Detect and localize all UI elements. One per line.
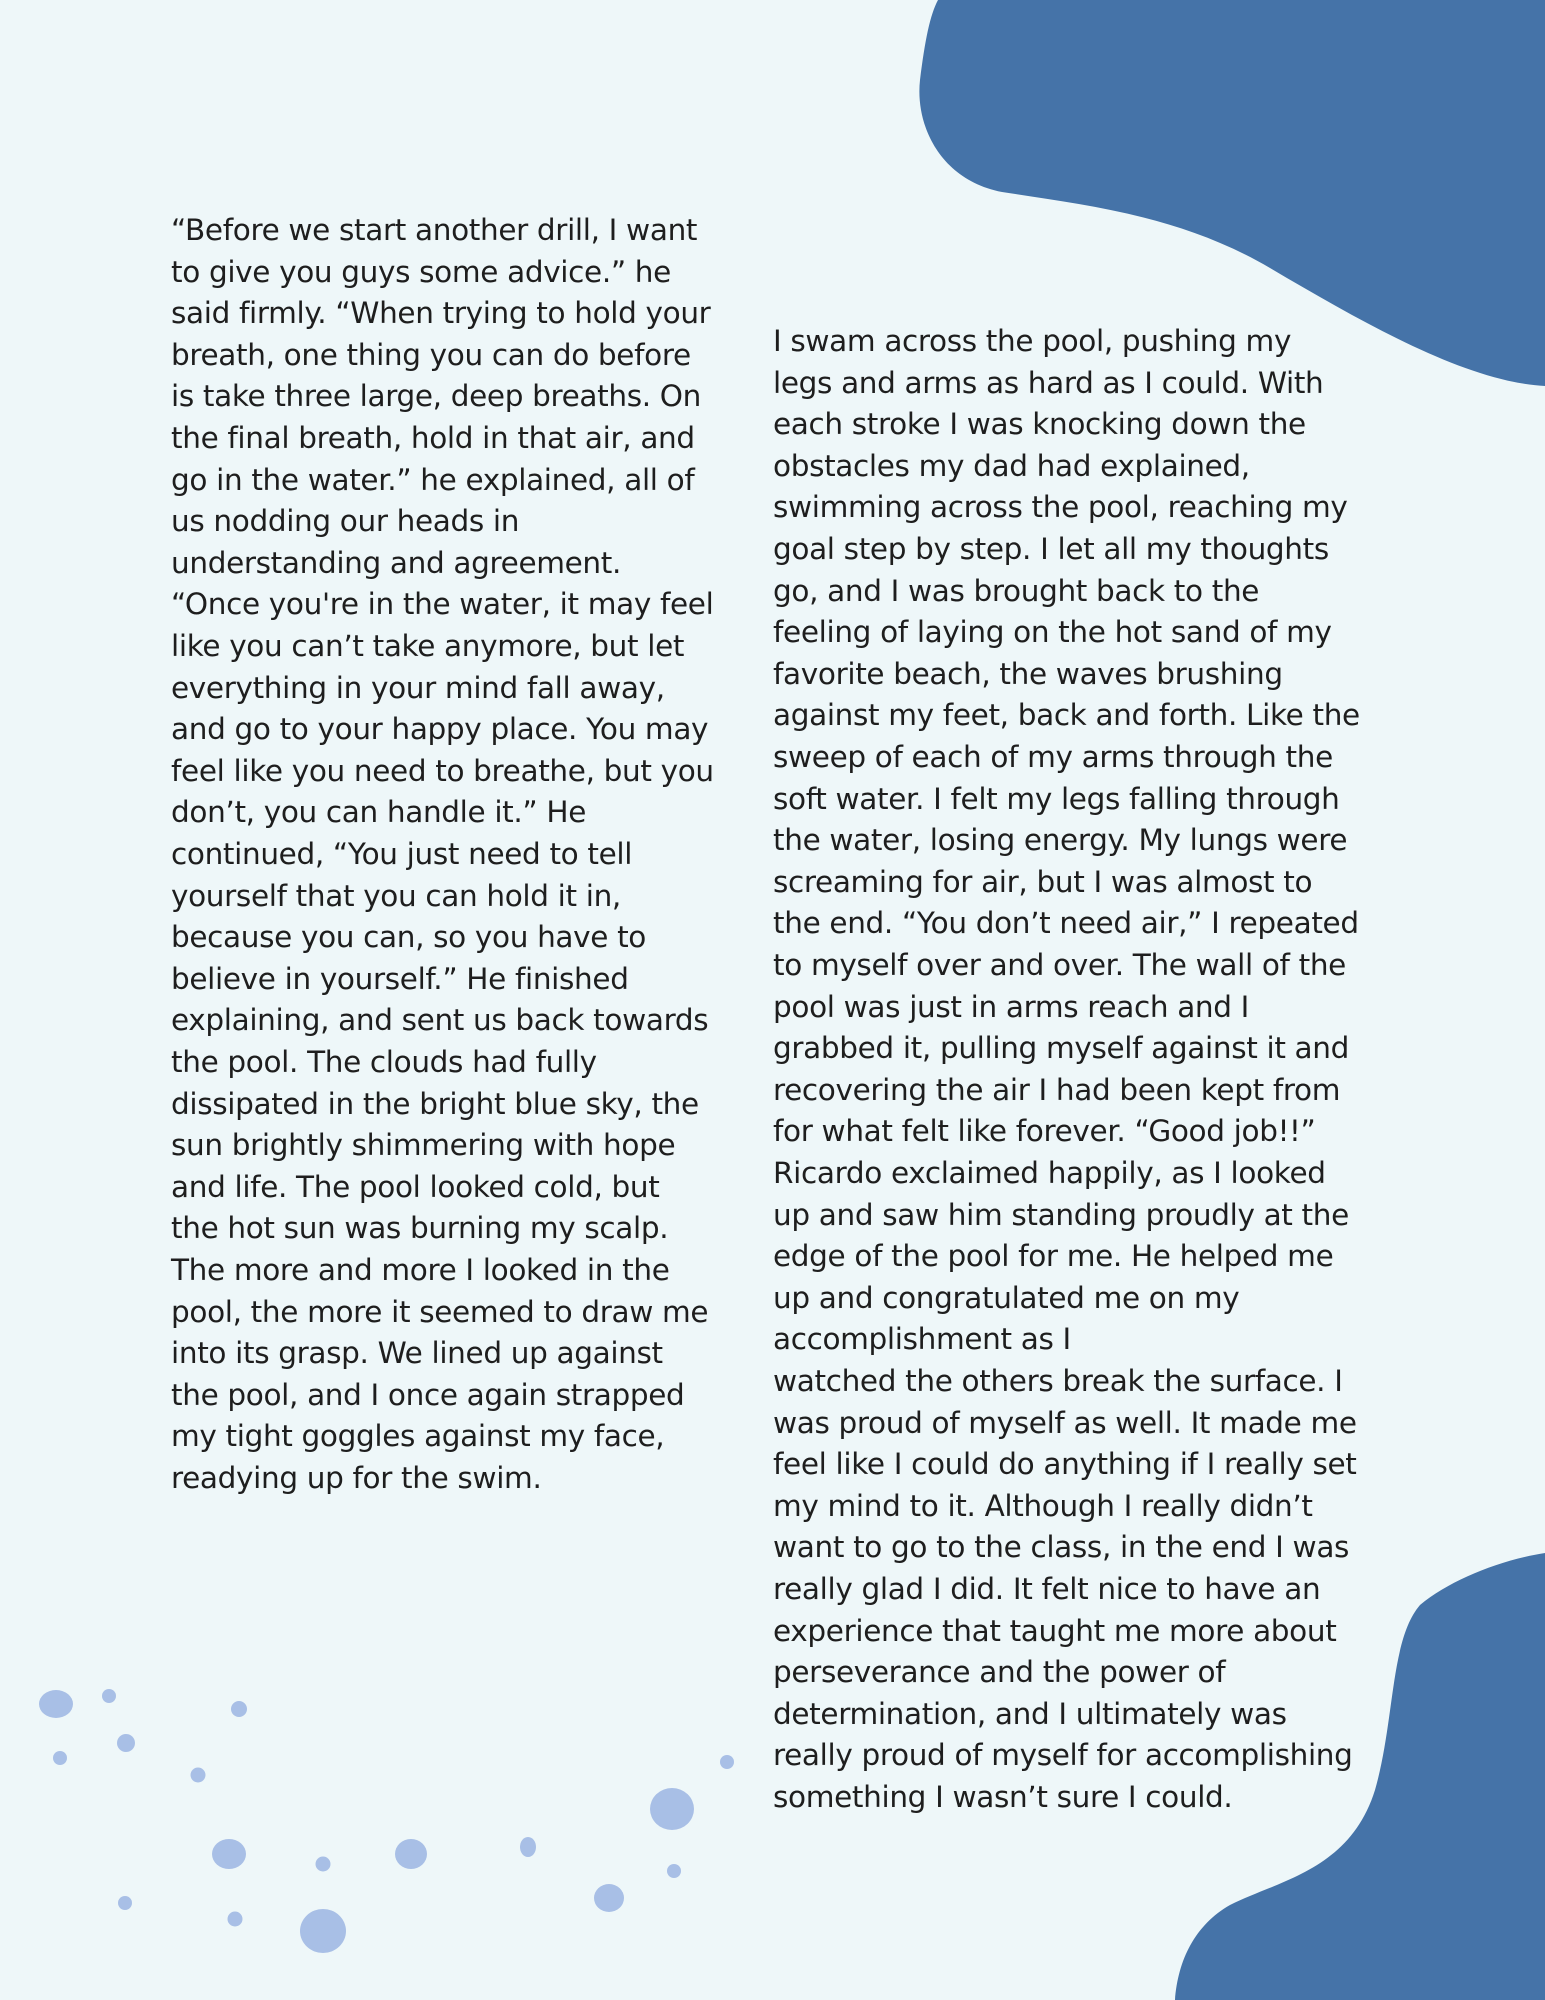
right-column-line: swimming across the pool, reaching my — [773, 490, 1348, 525]
left-column-line: “Before we start another drill, I want — [171, 213, 698, 247]
bubble — [720, 1755, 734, 1769]
left-column-line: the pool, and I once again strapped — [171, 1377, 685, 1412]
right-column-line: obstacles my dad had explained, — [773, 448, 1250, 483]
right-column-line: to myself over and over. The wall of the — [773, 948, 1346, 982]
right-column-line: edge of the pool for me. He helped me — [773, 1239, 1334, 1274]
bubble — [520, 1837, 536, 1857]
left-column-line: yourself that you can hold it in, — [171, 878, 621, 913]
bubble — [39, 1690, 73, 1718]
right-column-line: soft water. I felt my legs falling through — [773, 781, 1340, 816]
left-column-line: continued, “You just need to tell — [171, 837, 633, 871]
bubble — [395, 1839, 427, 1869]
left-column-line: understanding and agreement. — [171, 545, 622, 580]
right-column-line: up and saw him standing proudly at the — [773, 1197, 1349, 1232]
right-column-line: the water, losing energy. My lungs were — [773, 823, 1348, 858]
right-column-line: Ricardo exclaimed happily, as I looked — [773, 1156, 1326, 1190]
bubble — [118, 1896, 132, 1910]
left-column-line: “Once you're in the water, it may feel — [171, 587, 714, 622]
left-column-line: and go to your happy place. You may — [171, 712, 709, 747]
left-column-line: pool, the more it seemed to draw me — [171, 1294, 709, 1329]
right-column-line: determination, and I ultimately was — [773, 1696, 1287, 1731]
left-column-line: don’t, you can handle it.” He — [171, 795, 587, 830]
right-column-line: watched the others break the surface. I — [773, 1364, 1343, 1398]
right-column-line: I swam across the pool, pushing my — [773, 324, 1292, 358]
left-column-line: go in the water.” he explained, all of — [171, 462, 695, 497]
right-column-line: pool was just in arms reach and I — [773, 989, 1250, 1024]
left-column-line: because you can, so you have to — [171, 920, 646, 955]
bubble — [594, 1884, 624, 1912]
right-column-line: for what felt like forever. “Good job!!” — [773, 1114, 1316, 1149]
left-column-line: everything in your mind fall away, — [171, 670, 665, 705]
left-column-line: my tight goggles against my face, — [171, 1419, 665, 1454]
left-column-line: like you can’t take anymore, but let — [171, 629, 685, 663]
right-column-line: was proud of myself as well. It made me — [773, 1405, 1357, 1440]
left-column-line: sun brightly shimmering with hope — [171, 1128, 676, 1163]
right-column-line: goal step by step. I let all my thoughts — [773, 532, 1329, 566]
right-column-line: favorite beach, the waves brushing — [773, 656, 1283, 691]
right-column-line: really glad I did. It felt nice to have an — [773, 1572, 1321, 1606]
right-column-line: grabbed it, pulling myself against it and — [773, 1031, 1350, 1066]
right-column-line: legs and arms as hard as I could. With — [773, 365, 1324, 400]
right-column-line: each stroke I was knocking down the — [773, 407, 1306, 442]
bubble — [228, 1912, 243, 1927]
right-column-line: go, and I was brought back to the — [773, 573, 1260, 608]
right-column-line: want to go to the class, in the end I was — [773, 1530, 1350, 1565]
left-column-line: explaining, and sent us back towards — [171, 1003, 709, 1038]
left-column-line: into its grasp. We lined up against — [171, 1336, 663, 1371]
left-column-line: us nodding our heads in — [171, 504, 520, 539]
right-column-line: perseverance and the power of — [773, 1655, 1226, 1690]
bubble — [667, 1864, 681, 1878]
left-column-line: The more and more I looked in the — [171, 1253, 670, 1287]
left-column-line: is take three large, deep breaths. On — [171, 379, 701, 414]
left-column-line: the final breath, hold in that air, and — [171, 421, 695, 455]
right-column-line: against my feet, back and forth. Like the — [773, 698, 1360, 733]
right-column-line: the end. “You don’t need air,” I repeated — [773, 906, 1359, 941]
left-column-line: and life. The pool looked cold, but — [171, 1169, 660, 1204]
right-column-line: recovering the air I had been kept from — [773, 1072, 1341, 1107]
right-column-line: feel like I could do anything if I really set — [773, 1447, 1357, 1482]
left-column-line: feel like you need to breathe, but you — [171, 753, 714, 788]
bubble — [316, 1857, 331, 1872]
right-column-line: up and congratulated me on my — [773, 1280, 1240, 1315]
left-column-line: believe in yourself.” He finished — [171, 961, 629, 996]
right-column-line: really proud of myself for accomplishing — [773, 1738, 1353, 1773]
bubble — [650, 1788, 694, 1830]
bubble — [191, 1768, 206, 1783]
right-column-line: experience that taught me more about — [773, 1613, 1337, 1648]
right-column-line: something I wasn’t sure I could. — [773, 1780, 1233, 1814]
left-column-line: said firmly. “When trying to hold your — [171, 296, 711, 331]
left-column-line: breath, one thing you can do before — [171, 337, 691, 372]
right-column-line: sweep of each of my arms through the — [773, 740, 1333, 774]
right-column-line: feeling of laying on the hot sand of my — [773, 615, 1332, 650]
right-column-line: screaming for air, but I was almost to — [773, 864, 1313, 899]
bubble — [212, 1839, 246, 1869]
left-column-line: readying up for the swim. — [171, 1461, 542, 1495]
bubble — [53, 1751, 67, 1765]
left-column-line: the hot sun was burning my scalp. — [171, 1211, 669, 1246]
right-column-line: my mind to it. Although I really didn’t — [773, 1488, 1313, 1523]
bubble — [300, 1909, 346, 1953]
bubbles — [39, 1689, 734, 1953]
left-column-line: the pool. The clouds had fully — [171, 1045, 597, 1079]
bubble — [117, 1734, 135, 1752]
right-column-line: accomplishment as I — [773, 1322, 1071, 1357]
left-column-line: to give you guys some advice.” he — [171, 254, 671, 289]
left-column-line: dissipated in the bright blue sky, the — [171, 1086, 699, 1121]
bubble — [102, 1689, 116, 1703]
bubble — [231, 1701, 247, 1717]
